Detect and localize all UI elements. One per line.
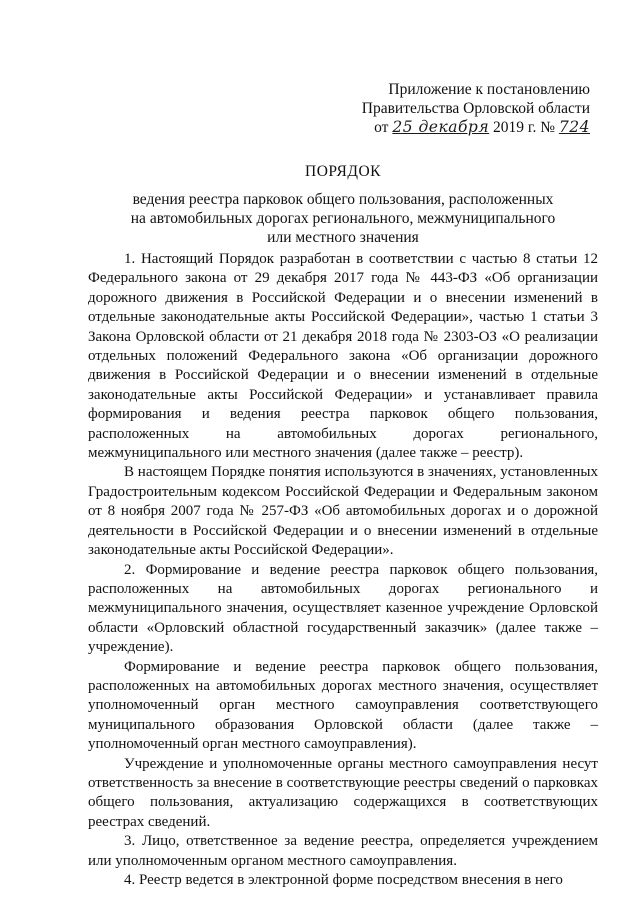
- handwritten-number: 724: [558, 118, 590, 136]
- appendix-line-1: Приложение к постановлению: [388, 81, 590, 98]
- appendix-date-line: [352, 118, 590, 137]
- handwritten-date: 25 декабря: [392, 118, 490, 136]
- document-body: [88, 250, 598, 890]
- title-subtitle-line-3: или местного значения: [267, 229, 419, 246]
- title-heading: ПОРЯДОК: [305, 163, 381, 180]
- paragraph-3: 3. Лицо, ответственное за ведение реестра, определяется учреждением или уполномоченным органом местного самоуправления.: [88, 833, 598, 869]
- paragraph-2-local: Формирование и ведение реестра парковок общего пользования, расположенных на автомобильных дорогах местного значения, осуществляет уполномоченный орган местного самоуправления соответствующего муниципального образования Орловской области (далее также – уполномоченный орган местного самоуправления).: [88, 658, 598, 753]
- paragraph-4: 4. Реестр ведется в электронной форме посредством внесения в него: [124, 872, 563, 888]
- paragraph-1: 1. Настоящий Порядок разработан в соответствии с частью 8 статьи 12 Федерального закона от 29 декабря 2017 года № 443-ФЗ «Об организации дорожного движения в Российской Федерации и о внесении изменений в отдельные законодательные акты Российской Федерации», частью 1 статьи 3 Закона Орловской области от 21 декабря 2018 года № 2303-ОЗ «О реализации отдельных положений Федерального закона «Об организации дорожного движения в Российской Федерации и о внесении изменений в отдельные законодательные акты Российской Федерации» и устанавливает правила формирования и ведения реестра парковок общего пользования, расположенных на автомобильных дорогах регионального, межмуниципального или местного значения (далее также – реестр).: [88, 251, 598, 462]
- appendix-line-2: Правительства Орловской области: [361, 100, 590, 117]
- date-suffix: 2019 г. №: [493, 119, 556, 136]
- appendix-header: [352, 80, 590, 137]
- date-prefix: от: [374, 119, 389, 136]
- paragraph-2: 2. Формирование и ведение реестра парковок общего пользования, расположенных на автомобильных дорогах регионального и межмуниципального значения, осуществляет казенное учреждение Орловской области «Орловский областной государственный заказчик» (далее также – учреждение).: [88, 561, 598, 656]
- paragraph-1-definitions: В настоящем Порядке понятия используются в значениях, установленных Градостроительным кодексом Российской Федерации и Федеральным законом от 8 ноября 2007 года № 257-ФЗ «Об автомобильных дорогах и о дорожной деятельности в Российской Федерации и о внесении изменений в отдельные законодательные акты Российской Федерации».: [88, 464, 598, 559]
- title-subtitle-line-2: на автомобильных дорогах регионального, межмуниципального: [130, 210, 556, 227]
- title-subtitle-line-1: ведения реестра парковок общего пользования, расположенных: [132, 191, 554, 208]
- document-title: [88, 162, 598, 247]
- paragraph-2-responsibility: Учреждение и уполномоченные органы местного самоуправления несут ответственность за внесение в соответствующие реестры сведений о парковках общего пользования, актуализацию содержащихся в соответствующих реестрах сведений.: [88, 755, 598, 830]
